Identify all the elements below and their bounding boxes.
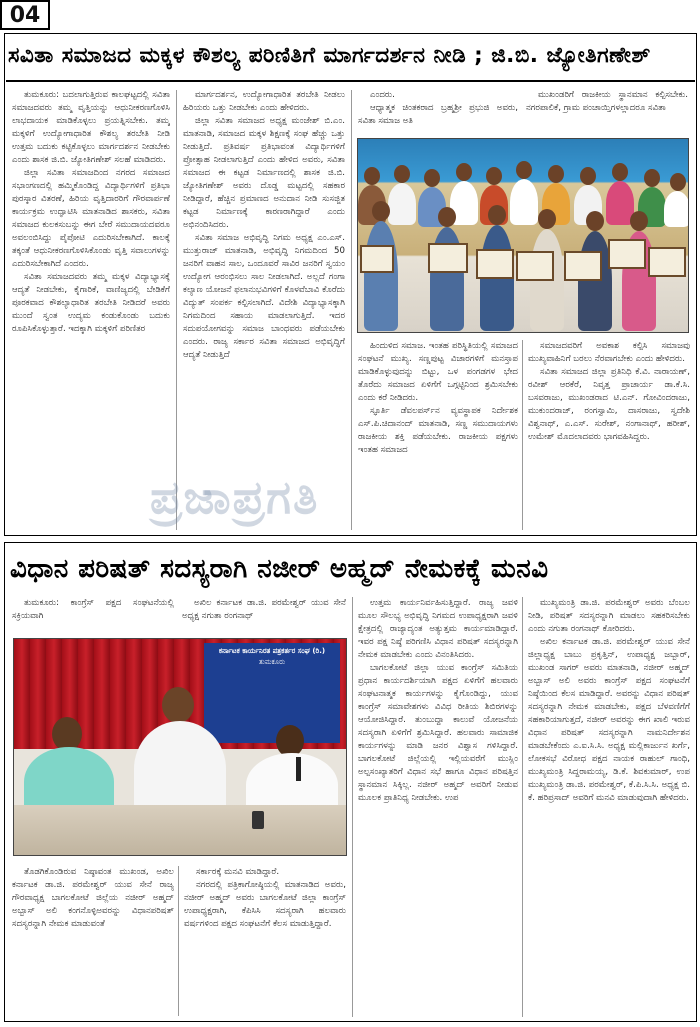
mobile-phone bbox=[252, 811, 264, 829]
association-banner bbox=[204, 643, 340, 743]
certificate bbox=[516, 251, 554, 281]
paragraph: ಸವಿತಾ ಸಮಾಜದವರು ತಮ್ಮ ಮಕ್ಕಳ ವಿದ್ಯಾಭ್ಯಾಸಕ್ಕೆ ಆದ್ಯತೆ ನೀಡಬೇಕು, ಕೈಗಾರಿಕೆ, ವಾಣಿಜ್ಯದಲ್ಲಿ ಬೇಡಿಕೆಗೆ ಪೂರಕವಾದ ಕೌಶಲ್ಯಾಧಾರಿತ ತರಬೇತಿ ನೀಡಿದರೆ ಅವರು ಮುಂದೆ ಸ್ವಂತ ಉದ್ಯಮ ಕಂಡುಕೊಂಡು ಬದುಕು ರೂಪಿಸಿಕೊಳ್ಳುತ್ತಾರೆ. ಇದಕ್ಕಾಗಿ ಮಕ್ಕಳಿಗೆ ಪರಿಣಿತರ bbox=[12, 272, 170, 334]
person-head bbox=[372, 201, 390, 221]
paragraph: ತುಮಕೂರು: ಕಾಂಗ್ರೆಸ್ ಪಕ್ಷದ ಸಂಘಟನೆಯಲ್ಲಿ ಸಕ್ರಿಯವಾಗಿ bbox=[12, 598, 174, 621]
certificate bbox=[564, 251, 602, 281]
paragraph: ಅಖಿಲ ಕರ್ನಾಟಕ ಡಾ.ಜಿ. ಪರಮೇಶ್ವರ್ ಯುವ ಸೇನೆ ಅಧ್ಯಕ್ಷ ನಗುತಾ ರಂಗನಾಥ್ bbox=[182, 598, 346, 621]
paragraph: ಸಮಾಜದವರಿಗೆ ಅವಕಾಶ ಕಲ್ಪಿಸಿ ಸಮಾಜವು ಮುಖ್ಯವಾಹಿನಿಗೆ ಬರಲು ನೆರವಾಗಬೇಕು ಎಂದು ಹೇಳಿದರು. bbox=[528, 341, 690, 364]
paragraph: ಮುಖ್ಯಮಂತ್ರಿ ಡಾ.ಜಿ. ಪರಮೇಶ್ವರ್ ಅವರು ಬೆಂಬಲ ನೀಡಿ, ಪರಿಷತ್ ಸದಸ್ಯರನ್ನಾಗಿ ಮಾಡಲು ಸಹಕರಿಸಬೇಕು ಎಂದು ನಗುತಾ ರಂಗನಾಥ್ ಕೋರಿದರು. bbox=[528, 598, 690, 634]
paragraph: ಸವಿತಾ ಸಮಾಜ ಅಭಿವೃದ್ಧಿ ನಿಗಮ ಅಧ್ಯಕ್ಷ ಎಂ.ಎಸ್. ಮುತ್ತುರಾಜ್ ಮಾತನಾಡಿ, ಅಭಿವೃದ್ಧಿ ನಿಗಮದಿಂದ 50 ಜನರಿಗೆ ವಾಹನ ಸಾಲ, ಒಂದೂವರೆ ಸಾವಿರ ಜನರಿಗೆ ಸ್ವಯಂ ಉದ್ಯೋಗ ಆರಂಭಿಸಲು ಸಾಲ ನೀಡಲಾಗಿದೆ. ಅಲ್ಲದೆ ಗಂಗಾ ಕಲ್ಯಾಣ ಯೋಜನೆ ಫಲಾನುಭವಿಗಳಿಗೆ ಕೊಳವೆಬಾವಿ ಕೊರೆದು ವಿದ್ಯುತ್ ಸಂಪರ್ಕ ಕಲ್ಪಿಸಲಾಗಿದೆ. ವಿದೇಶಿ ವಿದ್ಯಾಭ್ಯಾಸಕ್ಕಾಗಿ ನಿಗಮದಿಂದ ಸಹಾಯ ಮಾಡಲಾಗುತ್ತಿದೆ. ಇದರ ಸದುಪಯೋಗವನ್ನು ಸಮಾಜ ಬಾಂಧವರು ಪಡೆಯಬೇಕು ಎಂದರು. ರಾಜ್ಯ ಸರ್ಕಾರ ಸವಿತಾ ಸಮಾಜದ ಅಭಿವೃದ್ಧಿಗೆ ಆದ್ಯತೆ ನೀಡುತ್ತಿದೆ bbox=[183, 233, 345, 360]
person bbox=[388, 183, 416, 225]
certificate bbox=[648, 247, 686, 277]
column-divider bbox=[351, 90, 352, 530]
watermark: ಪ್ರಜಾಪ್ರಗತಿ bbox=[150, 470, 320, 524]
press-meet-photo bbox=[13, 638, 347, 856]
paragraph: ಮುಖಂಡರಿಗೆ ರಾಜಕೀಯ ಸ್ಥಾನಮಾನ ಕಲ್ಪಿಸಬೇಕು. ನಗರಪಾಲಿಕೆ, ಗ್ರಾಮ ಪಂಚಾಯ್ತಿಗಳಲ್ಲಾದರೂ ಸವಿತಾ bbox=[526, 90, 688, 113]
paragraph: ನಗರದಲ್ಲಿ ಪತ್ರಿಕಾಗೋಷ್ಠಿಯಲ್ಲಿ ಮಾತನಾಡಿದ ಅವರು, ನಜೀರ್ ಅಹ್ಮದ್ ಅವರು ಬಾಗಲಕೋಟೆ ಜಿಲ್ಲಾ ಕಾಂಗ್ರೆಸ್ ಉಪಾಧ್ಯಕ್ಷರಾಗಿ, ಕೆಪಿಸಿಸಿ ಸದಸ್ಯರಾಗಿ ಹಲವಾರು ವರ್ಷಗಳಿಂದ ಪಕ್ಷದ ಸಂಘಟನೆಗೆ ಕೆಲಸ ಮಾಡುತ್ತಿದ್ದಾರೆ. bbox=[184, 880, 346, 929]
person bbox=[364, 221, 398, 331]
article-1-headline-rule bbox=[6, 80, 695, 82]
article-2-column-3 bbox=[358, 597, 518, 1017]
person-head bbox=[364, 167, 380, 185]
article-1-column-4-top bbox=[526, 89, 688, 129]
article-2-column-2-top bbox=[182, 597, 346, 627]
column-divider bbox=[522, 597, 523, 1017]
person-head bbox=[612, 163, 628, 181]
microphone bbox=[296, 757, 301, 781]
banner-title: ಕರ್ನಾಟಕ ಕಾರ್ಯನಿರತ ಪತ್ರಕರ್ತರ ಸಂಘ (ರಿ.) bbox=[218, 647, 326, 655]
person-head bbox=[394, 165, 410, 183]
article-1-column-3-bottom bbox=[358, 340, 518, 530]
paragraph: ಅಖಿಲ ಕರ್ನಾಟಕ ಡಾ.ಜಿ. ಪರಮೇಶ್ವರ್ ಯುವ ಸೇನೆ ಜಿಲ್ಲಾಧ್ಯಕ್ಷ ಬಾಬು ಪ್ರಕೃತ್ತಿನ್, ಉಪಾಧ್ಯಕ್ಷ ಜಬ್ಬಾರ್, ಮುಖಂಡ ಸಾಗರ್ ಅವರು ಮಾತನಾಡಿ, ನಜೀರ್ ಅಹ್ಮದ್ ಅಬ್ಬಾಸ್ ಅಲಿ ಅವರು ಕಾಂಗ್ರೆಸ್ ಪಕ್ಷದ ಸಂಘಟನೆಗೆ ನಿಷ್ಠೆಯಿಂದ ಕೆಲಸ ಮಾಡಿದ್ದಾರೆ. ಅವರನ್ನು ವಿಧಾನ ಪರಿಷತ್ ಸದಸ್ಯರನ್ನಾಗಿ ನೇಮಕ ಮಾಡಬೇಕು, ಪಕ್ಷದ ಬೆಳವಣಿಗೆಗೆ ಸಹಕಾರಿಯಾಗುತ್ತದೆ, ನಜೀರ್ ಅವರನ್ನು ಈಗ ಖಾಲಿ ಇರುವ ವಿಧಾನ ಪರಿಷತ್ ಸದಸ್ಯರನ್ನಾಗಿ ನಾಮನಿರ್ದೇಶನ ಮಾಡಬೇಕೆಂದು ಎ.ಐ.ಸಿ.ಸಿ. ಅಧ್ಯಕ್ಷ ಮಲ್ಲಿಕಾರ್ಜುನ ಖರ್ಗೆ, ಲೋಕಸಭೆ ವಿರೋಧ ಪಕ್ಷದ ನಾಯಕ ರಾಹುಲ್ ಗಾಂಧಿ, ಮುಖ್ಯಮಂತ್ರಿ ಸಿದ್ದರಾಮಯ್ಯ, ಡಿ.ಕೆ. ಶಿವಕುಮಾರ್, ಉಪ ಮುಖ್ಯಮಂತ್ರಿ ಡಾ.ಜಿ. ಪರಮೇಶ್ವರ್, ಕೆ.ಪಿ.ಸಿ.ಸಿ. ಅಧ್ಯಕ್ಷ ಬಿ. ಕೆ. ಹರಿಪ್ರಸಾದ್ ಅವರಿಗೆ ಮನವಿ ಮಾಡುವುದಾಗಿ ಹೇಳಿದರು. bbox=[528, 637, 690, 803]
article-1-column-2 bbox=[183, 89, 345, 529]
person-head bbox=[548, 165, 564, 183]
certificate bbox=[608, 239, 646, 269]
award-ceremony-photo bbox=[357, 138, 689, 333]
column-divider bbox=[522, 340, 523, 530]
certificate bbox=[476, 249, 514, 279]
person-head bbox=[438, 207, 456, 227]
paragraph: ಬಾಗಲಕೋಟೆ ಜಿಲ್ಲಾ ಯುವ ಕಾಂಗ್ರೆಸ್ ಸಮಿತಿಯ ಪ್ರಧಾನ ಕಾರ್ಯದರ್ಶಿಯಾಗಿ ಪಕ್ಷದ ಏಳಿಗೆಗೆ ಹಲವಾರು ಸಂಘಟನಾತ್ಮಕ ಕಾರ್ಯಗಳನ್ನು ಕೈಗೊಂಡಿದ್ದು, ಯುವ ಕಾಂಗ್ರೆಸ್ ಸಮಾವೇಶಗಳು ವಿವಿಧ ರೀತಿಯ ಶಿಬಿರಗಳನ್ನು ಆಯೋಜಿಸಿದ್ದಾರೆ. ತುಂಬುದ್ದಾ ಕಾಲುವೆ ಯೋಜನೆಯ ಸದಸ್ಯರಾಗಿ ಏಳಿಗೆಗೆ ಶ್ರಮಿಸಿದ್ದಾರೆ. ಹಲವಾರು ಸಾಮಾಜಿಕ ಕಾರ್ಯಗಳನ್ನು ಮಾಡಿ ಜನರ ವಿಶ್ವಾಸ ಗಳಿಸಿದ್ದಾರೆ. ಬಾಗಲಕೋಟೆ ಜಿಲ್ಲೆಯಲ್ಲಿ ಇಲ್ಲಿಯವರೆಗೆ ಮುಸ್ಲಿಂ ಅಲ್ಪಸಂಖ್ಯಾತರಿಗೆ ವಿಧಾನ ಸಭೆ ಹಾಗೂ ವಿಧಾನ ಪರಿಷತ್ತಿನ ಸ್ಥಾನಮಾನ ಸಿಕ್ಕಿಲ್ಲ. ನಜೀರ್ ಅಹ್ಮದ್ ಅವರಿಗೆ ನೀಡುವ ಮೂಲಕ ಪ್ರಾತಿನಿಧ್ಯ ನೀಡಬೇಕು. ಉಪ bbox=[358, 663, 518, 803]
article-1-column-1 bbox=[12, 89, 170, 529]
person-head bbox=[424, 169, 440, 187]
person-head bbox=[644, 169, 660, 187]
article-2-column-1-top bbox=[12, 597, 174, 627]
person bbox=[134, 721, 226, 817]
paragraph: ಆಧ್ಯಾತ್ಮಕ ಚಿಂತಕರಾದ ಬ್ರಹ್ಮಶ್ರೀ ಪ್ರಭುಜಿ ಅವರು, ಸವಿತಾ ಸಮಾಜ ಅತಿ bbox=[358, 103, 518, 126]
person-head bbox=[538, 209, 556, 229]
article-2-column-2-bottom bbox=[184, 866, 346, 1016]
paragraph: ಹಿಂದುಳಿದ ಸಮಾಜ. ಇಂತಹ ಪರಿಸ್ಥಿತಿಯಲ್ಲಿ ಸಮಾಜದ ಸಂಘಟನೆ ಮುಖ್ಯ. ಸಣ್ಣಪುಟ್ಟ ವಿಚಾರಗಳಿಗೆ ಮನಸ್ತಾಪ ಮಾಡಿಕೊಳ್ಳುವುದನ್ನು ಬಿಟ್ಟು, ಒಳ ಪಂಗಡಗಳ ಭೇದ ತೊರೆದು ಸಮಾಜದ ಏಳಿಗೆಗೆ ಒಗ್ಗಟ್ಟಿನಿಂದ ಶ್ರಮಿಸಬೇಕು ಎಂದು ಕರೆ ನೀಡಿದರು. bbox=[358, 341, 518, 403]
paragraph: ಉತ್ತಮ ಕಾರ್ಯನಿರ್ವಹಿಸುತ್ತಿದ್ದಾರೆ. ರಾಜ್ಯ ಜವಳಿ ಮೂಲ ಸೌಲಭ್ಯ ಅಭಿವೃದ್ಧಿ ನಿಗಮದ ಉಪಾಧ್ಯಕ್ಷರಾಗಿ ಜವಳಿ ಕ್ಷೇತ್ರದಲ್ಲಿ ರಾಜ್ಯಾದ್ಯಂತ ಅತ್ಯುತ್ತಮ ಕಾರ್ಯಮಾಡಿದ್ದಾರೆ. ಇವರ ಪಕ್ಷ ನಿಷ್ಠೆ ಪರಿಗಣಿಸಿ ವಿಧಾನ ಪರಿಷತ್ ಸದಸ್ಯರನ್ನಾಗಿ ನೇಮಕ ಮಾಡಬೇಕು ಎಂದು ವಿನಂತಿಸಿದರು. bbox=[358, 598, 518, 660]
paragraph: ಜಿಲ್ಲಾ ಸವಿತಾ ಸಮಾಜದಿಂದ ನಗರದ ಸಮಾಜದ ಸಭಾಂಗಣದಲ್ಲಿ ಹಮ್ಮಿಕೊಂಡಿದ್ದ ವಿದ್ಯಾರ್ಥಿಗಳಿಗೆ ಪ್ರತಿಭಾ ಪುರಸ್ಕಾರ ವಿತರಣೆ, ಹಿರಿಯ ವೃತ್ತಿದಾರರಿಗೆ ಗೌರವಾರ್ಪಣೆ ಕಾರ್ಯಕ್ರಮ ಉದ್ಘಾಟಿಸಿ ಮಾತನಾಡಿದ ಶಾಸಕರು, ಸವಿತಾ ಸಮಾಜದ ಕುಲಕಸುಬನ್ನು ಈಗ ಬೇರೆ ಸಮುದಾಯದವರೂ ಅವಲಂಬಿಸಿದ್ದು ಪೈಪೋಟಿ ಎದುರಿಸಬೇಕಾಗಿದೆ. ಕಾಲಕ್ಕೆ ತಕ್ಕಂತೆ ಆಧುನೀಕರಣಗೊಳಿಸಿಕೊಂಡು ವೃತ್ತಿ ಸವಾಲುಗಳನ್ನು ಎದುರಿಸಬೇಕಾಗಿದೆ ಎಂದರು. bbox=[12, 168, 170, 269]
article-1-column-3-top bbox=[358, 89, 518, 129]
article-1-headline: ಸವಿತಾ ಸಮಾಜದ ಮಕ್ಕಳ ಕೌಶಲ್ಯ ಪರಿಣಿತಿಗೆ ಮಾರ್ಗದರ್ಶನ ನೀಡಿ ; ಜಿ.ಬಿ. ಜ್ಯೋತಿಗಣೇಶ್ bbox=[8, 43, 651, 68]
person bbox=[664, 191, 689, 227]
person bbox=[578, 231, 612, 331]
person-head bbox=[52, 717, 82, 751]
article-2-column-1-bottom bbox=[12, 866, 174, 1016]
article-2-headline: ವಿಧಾನ ಪರಿಷತ್ ಸದಸ್ಯರಾಗಿ ನಜೀರ್ ಅಹ್ಮದ್ ನೇಮಕಕ್ಕೆ ಮನವಿ bbox=[10, 554, 549, 584]
person-head bbox=[580, 167, 596, 185]
article-1-column-4-bottom bbox=[528, 340, 690, 530]
paragraph: ಜಿಲ್ಲಾ ಸವಿತಾ ಸಮಾಜದ ಅಧ್ಯಕ್ಷ ಮಂಜೇಶ್ ಬಿ.ಎಂ. ಮಾತನಾಡಿ, ಸಮಾಜದ ಮಕ್ಕಳ ಶಿಕ್ಷಣಕ್ಕೆ ಸಂಘ ಹೆಚ್ಚು ಒತ್ತು ನೀಡುತ್ತಿದೆ. ಪ್ರತಿವರ್ಷ ಪ್ರತಿಭಾವಂತ ವಿದ್ಯಾರ್ಥಿಗಳಿಗೆ ಪ್ರೋತ್ಸಾಹ ನೀಡಲಾಗುತ್ತಿದೆ ಎಂದು ಹೇಳಿದ ಅವರು, ಸವಿತಾ ಸಮಾಜದ ಈ ಕಟ್ಟಡ ನಿರ್ಮಾಣದಲ್ಲಿ ಶಾಸಕ ಜಿ.ಬಿ. ಜ್ಯೋತಿಗಣೇಶ್ ಅವರು ದೊಡ್ಡ ಮಟ್ಟದಲ್ಲಿ ಸಹಕಾರ ನೀಡಿದ್ದಾರೆ, ಹೆಚ್ಚಿನ ಪ್ರಮಾಣದ ಅನುದಾನ ನೀಡಿ ಸುಸಜ್ಜಿತ ಕಟ್ಟಡ ನಿರ್ಮಾಣಕ್ಕೆ ಕಾರಣರಾಗಿದ್ದಾರೆ ಎಂದು ಅಭಿನಂದಿಸಿದರು. bbox=[183, 116, 345, 230]
person bbox=[510, 179, 538, 225]
paragraph: ಸವಿತಾ ಸಮಾಜದ ಜಿಲ್ಲಾ ಪ್ರತಿನಿಧಿ ಕೆ.ವಿ. ನಾರಾಯಣ್, ರವೀಶ್ ಆರಕೆರೆ, ನಿವೃತ್ತ ಪ್ರಾಚಾರ್ಯ ಡಾ.ಕೆ.ಸಿ. ಬಸವರಾಜು, ಮುಖಂಡರಾದ ಟಿ.ಎನ್. ಗೋವಿಂದರಾಜು, ಮುಕುಂದರಾಜ್, ರಂಗಸ್ವಾಮಿ, ದಾಸರಾಜು, ಸ್ವದೇಶಿ ವಿಶ್ವನಾಥ್, ಎ.ಎಸ್. ಸುರೇಶ್, ನಂಗಾನಾಥ್, ಹರೀಶ್, ಉಮೇಶ್ ಮೊದಲಾದವರು ಭಾಗವಹಿಸಿದ್ದರು. bbox=[528, 367, 690, 442]
paragraph: ತೊಡಗಿಕೊಂಡಿರುವ ನಿಷ್ಠಾವಂತ ಮುಖಂಡ, ಅಖಿಲ ಕರ್ನಾಟಕ ಡಾ.ಜಿ. ಪರಮೇಶ್ವರ್ ಯುವ ಸೇನೆ ರಾಜ್ಯ ಗೌರವಾಧ್ಯಕ್ಷ ಬಾಗಲಕೋಟೆ ಜಿಲ್ಲೆಯ ನಜೀರ್ ಅಹ್ಮದ್ ಅಬ್ಬಾಸ್ ಅಲಿ ಕಂಗನೊಳ್ಳಿಅವರನ್ನು ವಿಧಾನಪರಿಷತ್ ಸದಸ್ಯರನ್ನಾಗಿ ನೇಮಕ ಮಾಡುವಂತೆ bbox=[12, 867, 174, 929]
column-divider bbox=[352, 597, 353, 1017]
table bbox=[14, 805, 347, 856]
page-number: 04 bbox=[0, 0, 50, 30]
certificate bbox=[360, 245, 394, 273]
person-head bbox=[162, 687, 194, 723]
person-head bbox=[670, 173, 686, 191]
column-divider bbox=[178, 866, 179, 1016]
paragraph: ಮಾರ್ಗದರ್ಶನ, ಉದ್ಯೋಗಾಧಾರಿತ ತರಬೇತಿ ನೀಡಲು ಹಿರಿಯರು ಒತ್ತು ನೀಡಬೇಕು ಎಂದು ಹೇಳಿದರು. bbox=[183, 90, 345, 113]
article-2-column-4 bbox=[528, 597, 690, 1017]
paragraph: ತುಮಕೂರು: ಬದಲಾಗುತ್ತಿರುವ ಕಾಲಘಟ್ಟದಲ್ಲಿ ಸವಿತಾ ಸಮಾಜದವರು ತಮ್ಮ ವೃತ್ತಿಯನ್ನು ಆಧುನೀಕರಣಗೊಳಿಸಿ ಲಾಭದಾಯಕ ಮಾಡಿಕೊಳ್ಳಲು ಪ್ರಯತ್ನಿಸಬೇಕು. ತಮ್ಮ ಮಕ್ಕಳಿಗೆ ಉದ್ಯೋಗಾಧಾರಿತ ಕೌಶಲ್ಯ ತರಬೇತಿ ನೀಡಿ ಉತ್ತಮ ಬದುಕು ಕಟ್ಟಿಕೊಳ್ಳಲು ಮಾರ್ಗದರ್ಶನ ನೀಡಬೇಕು ಎಂದು ಶಾಸಕ ಜಿ.ಬಿ. ಜ್ಯೋತಿಗಣೇಶ್ ಸಲಹೆ ಮಾಡಿದರು. bbox=[12, 90, 170, 165]
person-head bbox=[586, 211, 604, 231]
person-head bbox=[488, 205, 506, 225]
paragraph: ಎಂದರು. bbox=[370, 90, 395, 100]
paragraph: ಸ್ಫೂರ್ತಿ ಡೆವಲಪರ್ಸ್‌ನ ವ್ಯವಸ್ಥಾಪಕ ನಿರ್ದೇಶಕ ಎಸ್.ಪಿ.ಚಿದಾನಂದ್ ಮಾತನಾಡಿ, ಸಣ್ಣ ಸಮುದಾಯಗಳು ರಾಜಕೀಯ ಶಕ್ತಿ ಪಡೆಯಬೇಕು. ರಾಜಕೀಯ ಪಕ್ಷಗಳು ಇಂತಹ ಸಮಾಜದ bbox=[358, 406, 518, 455]
column-divider bbox=[176, 90, 177, 530]
certificate bbox=[428, 243, 468, 273]
paragraph: ಸರ್ಕಾರಕ್ಕೆ ಮನವಿ ಮಾಡಿದ್ದಾರೆ. bbox=[196, 867, 280, 877]
person-head bbox=[456, 163, 472, 181]
banner-subtitle: ತುಮಕೂರು bbox=[258, 658, 286, 666]
person-head bbox=[630, 211, 648, 231]
person-head bbox=[486, 167, 502, 185]
person-head bbox=[516, 161, 532, 179]
